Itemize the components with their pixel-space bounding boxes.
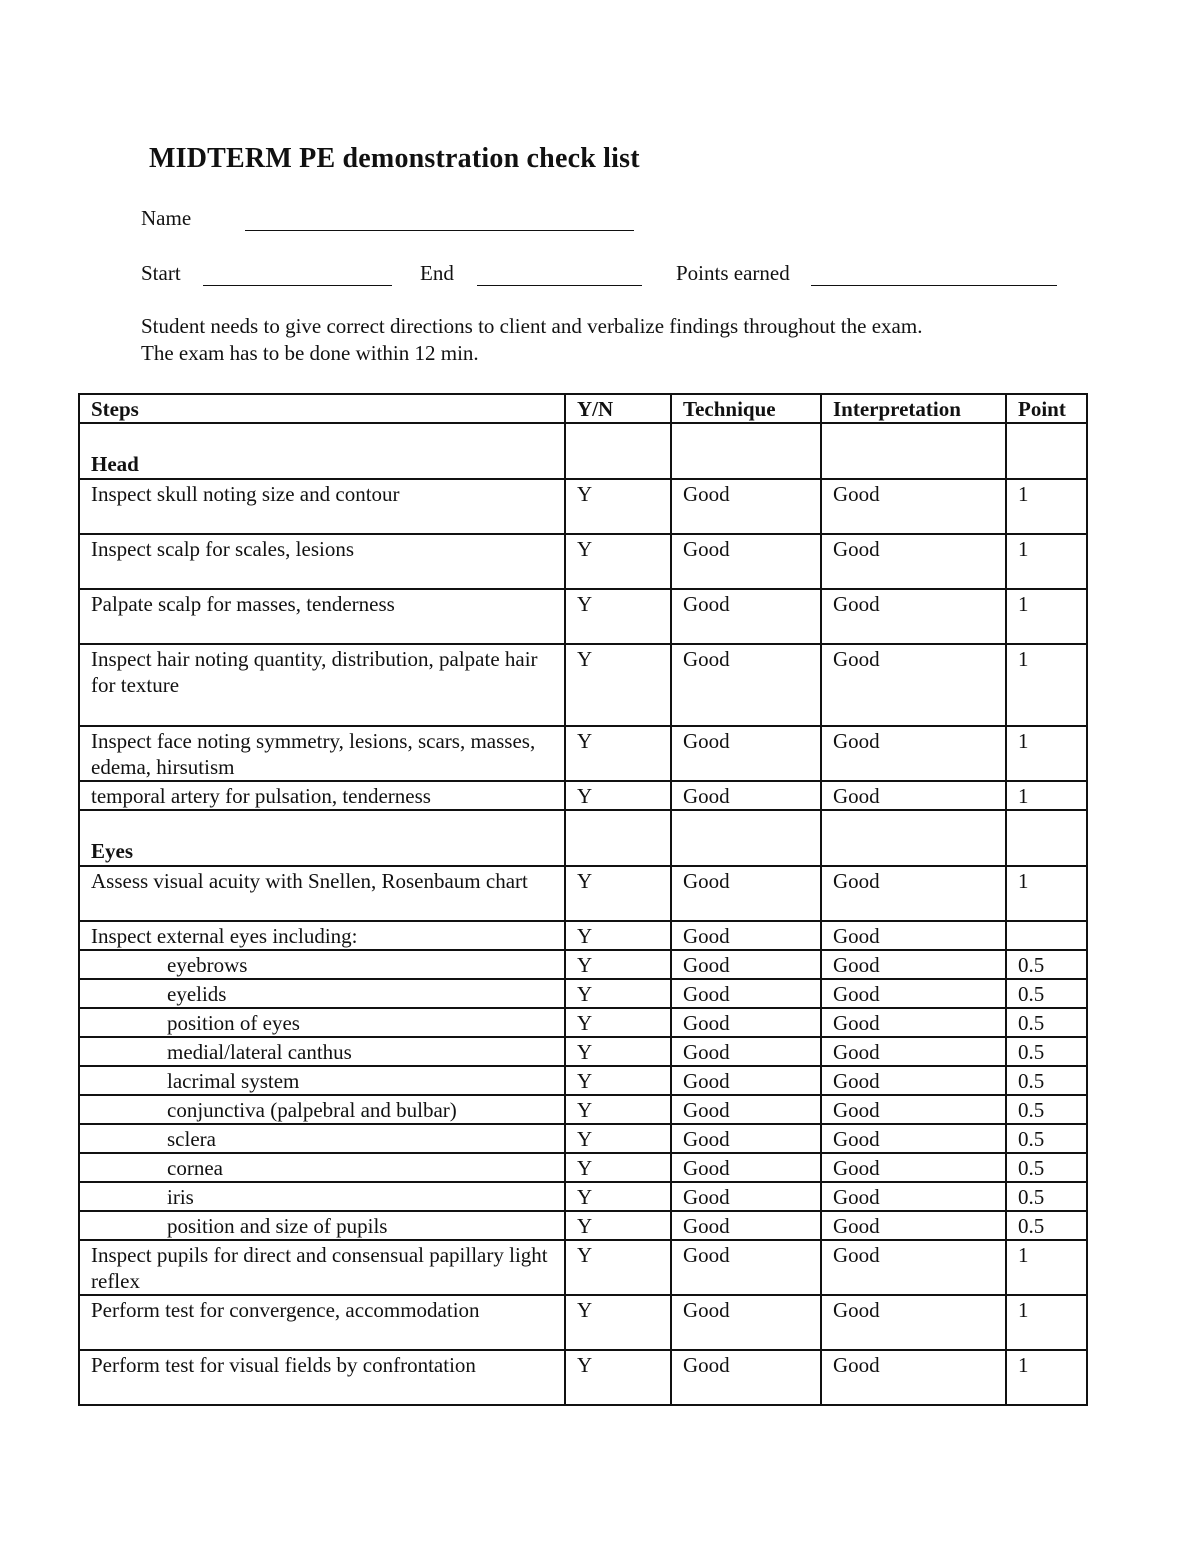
step-cell [79,1182,565,1211]
yn-cell: Y [565,1095,671,1124]
step-cell: Perform test for visual fields by confrontation [79,1350,565,1405]
instruction-line: Student needs to give correct directions to client and verbalize findings throughout the exam. [141,314,923,338]
point-cell: 1 [1006,1240,1087,1295]
yn-cell: Y [565,1211,671,1240]
technique-cell: Good [671,726,821,781]
table-row [79,921,1087,950]
table-row [79,589,1087,644]
point-cell: 1 [1006,534,1087,589]
section-row [79,423,1087,479]
table-row [79,866,1087,921]
step-cell: Inspect external eyes including: [79,921,565,950]
sub-step-text: conjunctiva (palpebral and bulbar) [167,1098,457,1122]
table-row [79,1295,1087,1350]
yn-cell: Y [565,950,671,979]
yn-cell: Y [565,1153,671,1182]
interpretation-cell: Good [821,1037,1006,1066]
table-row [79,1008,1087,1037]
section-title: Head [79,423,565,479]
interpretation-cell: Good [821,1153,1006,1182]
sub-step-text: position and size of pupils [167,1214,388,1238]
interpretation-cell: Good [821,726,1006,781]
table-row [79,644,1087,726]
table-row [79,781,1087,810]
header-point: Point [1006,394,1087,423]
step-cell [79,1095,565,1124]
empty-cell [821,810,1006,866]
technique-cell: Good [671,781,821,810]
yn-cell: Y [565,781,671,810]
point-cell: 1 [1006,726,1087,781]
interpretation-cell: Good [821,1095,1006,1124]
end-field[interactable] [477,285,642,286]
technique-cell: Good [671,979,821,1008]
step-cell [79,1124,565,1153]
name-label: Name [141,206,192,230]
sub-step-text: eyelids [167,982,227,1006]
technique-cell: Good [671,1211,821,1240]
technique-cell: Good [671,1350,821,1405]
checklist-table [78,393,1088,1406]
technique-cell: Good [671,1295,821,1350]
point-cell: 1 [1006,589,1087,644]
table-row [79,1066,1087,1095]
interpretation-cell: Good [821,781,1006,810]
header-yn: Y/N [565,394,671,423]
yn-cell: Y [565,644,671,726]
interpretation-cell: Good [821,921,1006,950]
step-cell: Inspect skull noting size and contour [79,479,565,534]
point-cell: 0.5 [1006,1124,1087,1153]
technique-cell: Good [671,1182,821,1211]
yn-cell: Y [565,1037,671,1066]
technique-cell: Good [671,1240,821,1295]
technique-cell: Good [671,921,821,950]
page-title: MIDTERM PE demonstration check list [149,143,640,174]
step-cell [79,950,565,979]
technique-cell: Good [671,866,821,921]
yn-cell: Y [565,1066,671,1095]
points-earned-field[interactable] [811,285,1057,286]
sub-step-text: position of eyes [167,1011,300,1035]
table-row [79,1095,1087,1124]
empty-cell [565,423,671,479]
interpretation-cell: Good [821,644,1006,726]
yn-cell: Y [565,589,671,644]
sub-step-text: cornea [167,1156,223,1180]
table-row [79,1240,1087,1295]
sub-step-text: iris [167,1185,194,1209]
technique-cell: Good [671,479,821,534]
header-steps: Steps [79,394,565,423]
empty-cell [671,810,821,866]
step-cell [79,1211,565,1240]
technique-cell: Good [671,1124,821,1153]
name-field[interactable] [245,230,634,231]
empty-cell [1006,810,1087,866]
yn-cell: Y [565,726,671,781]
empty-cell [671,423,821,479]
table-row [79,1211,1087,1240]
point-cell: 0.5 [1006,1037,1087,1066]
sub-step-text: lacrimal system [167,1069,300,1093]
yn-cell: Y [565,1008,671,1037]
point-cell: 1 [1006,1350,1087,1405]
table-row [79,1124,1087,1153]
instruction-line: The exam has to be done within 12 min. [141,341,479,365]
technique-cell: Good [671,1037,821,1066]
step-cell: Inspect face noting symmetry, lesions, scars, masses, edema, hirsutism [79,726,565,781]
point-cell: 1 [1006,644,1087,726]
start-label: Start [141,261,181,285]
interpretation-cell: Good [821,1240,1006,1295]
step-cell [79,1066,565,1095]
table-header-row [79,394,1087,423]
sub-step-text: sclera [167,1127,216,1151]
points-earned-label: Points earned [676,261,790,285]
empty-cell [821,423,1006,479]
technique-cell: Good [671,534,821,589]
point-cell: 0.5 [1006,1066,1087,1095]
empty-cell [565,810,671,866]
interpretation-cell: Good [821,534,1006,589]
yn-cell: Y [565,866,671,921]
interpretation-cell: Good [821,979,1006,1008]
table-row [79,1182,1087,1211]
yn-cell: Y [565,534,671,589]
checklist-body [79,423,1087,1405]
yn-cell: Y [565,1350,671,1405]
point-cell: 1 [1006,866,1087,921]
point-cell [1006,921,1087,950]
interpretation-cell: Good [821,1182,1006,1211]
interpretation-cell: Good [821,589,1006,644]
technique-cell: Good [671,950,821,979]
table-row [79,726,1087,781]
point-cell: 1 [1006,479,1087,534]
table-row [79,1350,1087,1405]
yn-cell: Y [565,921,671,950]
section-title: Eyes [79,810,565,866]
table-row [79,534,1087,589]
interpretation-cell: Good [821,866,1006,921]
point-cell: 0.5 [1006,1182,1087,1211]
yn-cell: Y [565,1295,671,1350]
yn-cell: Y [565,479,671,534]
end-label: End [420,261,454,285]
interpretation-cell: Good [821,950,1006,979]
point-cell: 1 [1006,1295,1087,1350]
point-cell: 0.5 [1006,1095,1087,1124]
interpretation-cell: Good [821,1008,1006,1037]
point-cell: 0.5 [1006,950,1087,979]
yn-cell: Y [565,1240,671,1295]
interpretation-cell: Good [821,1066,1006,1095]
step-cell: Inspect hair noting quantity, distribution, palpate hair for texture [79,644,565,726]
step-cell: Inspect scalp for scales, lesions [79,534,565,589]
interpretation-cell: Good [821,1295,1006,1350]
technique-cell: Good [671,644,821,726]
step-cell [79,1153,565,1182]
interpretation-cell: Good [821,1211,1006,1240]
yn-cell: Y [565,979,671,1008]
step-cell: Assess visual acuity with Snellen, Rosenbaum chart [79,866,565,921]
point-cell: 0.5 [1006,1008,1087,1037]
step-cell: Palpate scalp for masses, tenderness [79,589,565,644]
table-row [79,479,1087,534]
table-row [79,1153,1087,1182]
technique-cell: Good [671,1066,821,1095]
table-row [79,1037,1087,1066]
point-cell: 0.5 [1006,1153,1087,1182]
table-row [79,979,1087,1008]
interpretation-cell: Good [821,479,1006,534]
sub-step-text: medial/lateral canthus [167,1040,352,1064]
technique-cell: Good [671,1153,821,1182]
technique-cell: Good [671,1008,821,1037]
point-cell: 1 [1006,781,1087,810]
yn-cell: Y [565,1182,671,1211]
empty-cell [1006,423,1087,479]
point-cell: 0.5 [1006,979,1087,1008]
sub-step-text: eyebrows [167,953,248,977]
step-cell [79,1008,565,1037]
point-cell: 0.5 [1006,1211,1087,1240]
yn-cell: Y [565,1124,671,1153]
step-cell: Inspect pupils for direct and consensual papillary light reflex [79,1240,565,1295]
interpretation-cell: Good [821,1350,1006,1405]
interpretation-cell: Good [821,1124,1006,1153]
step-cell [79,1037,565,1066]
start-field[interactable] [203,285,392,286]
instructions [141,313,922,367]
technique-cell: Good [671,589,821,644]
technique-cell: Good [671,1095,821,1124]
step-cell: temporal artery for pulsation, tenderness [79,781,565,810]
step-cell: Perform test for convergence, accommodation [79,1295,565,1350]
table-row [79,950,1087,979]
section-row [79,810,1087,866]
header-interpretation: Interpretation [821,394,1006,423]
header-technique: Technique [671,394,821,423]
step-cell [79,979,565,1008]
